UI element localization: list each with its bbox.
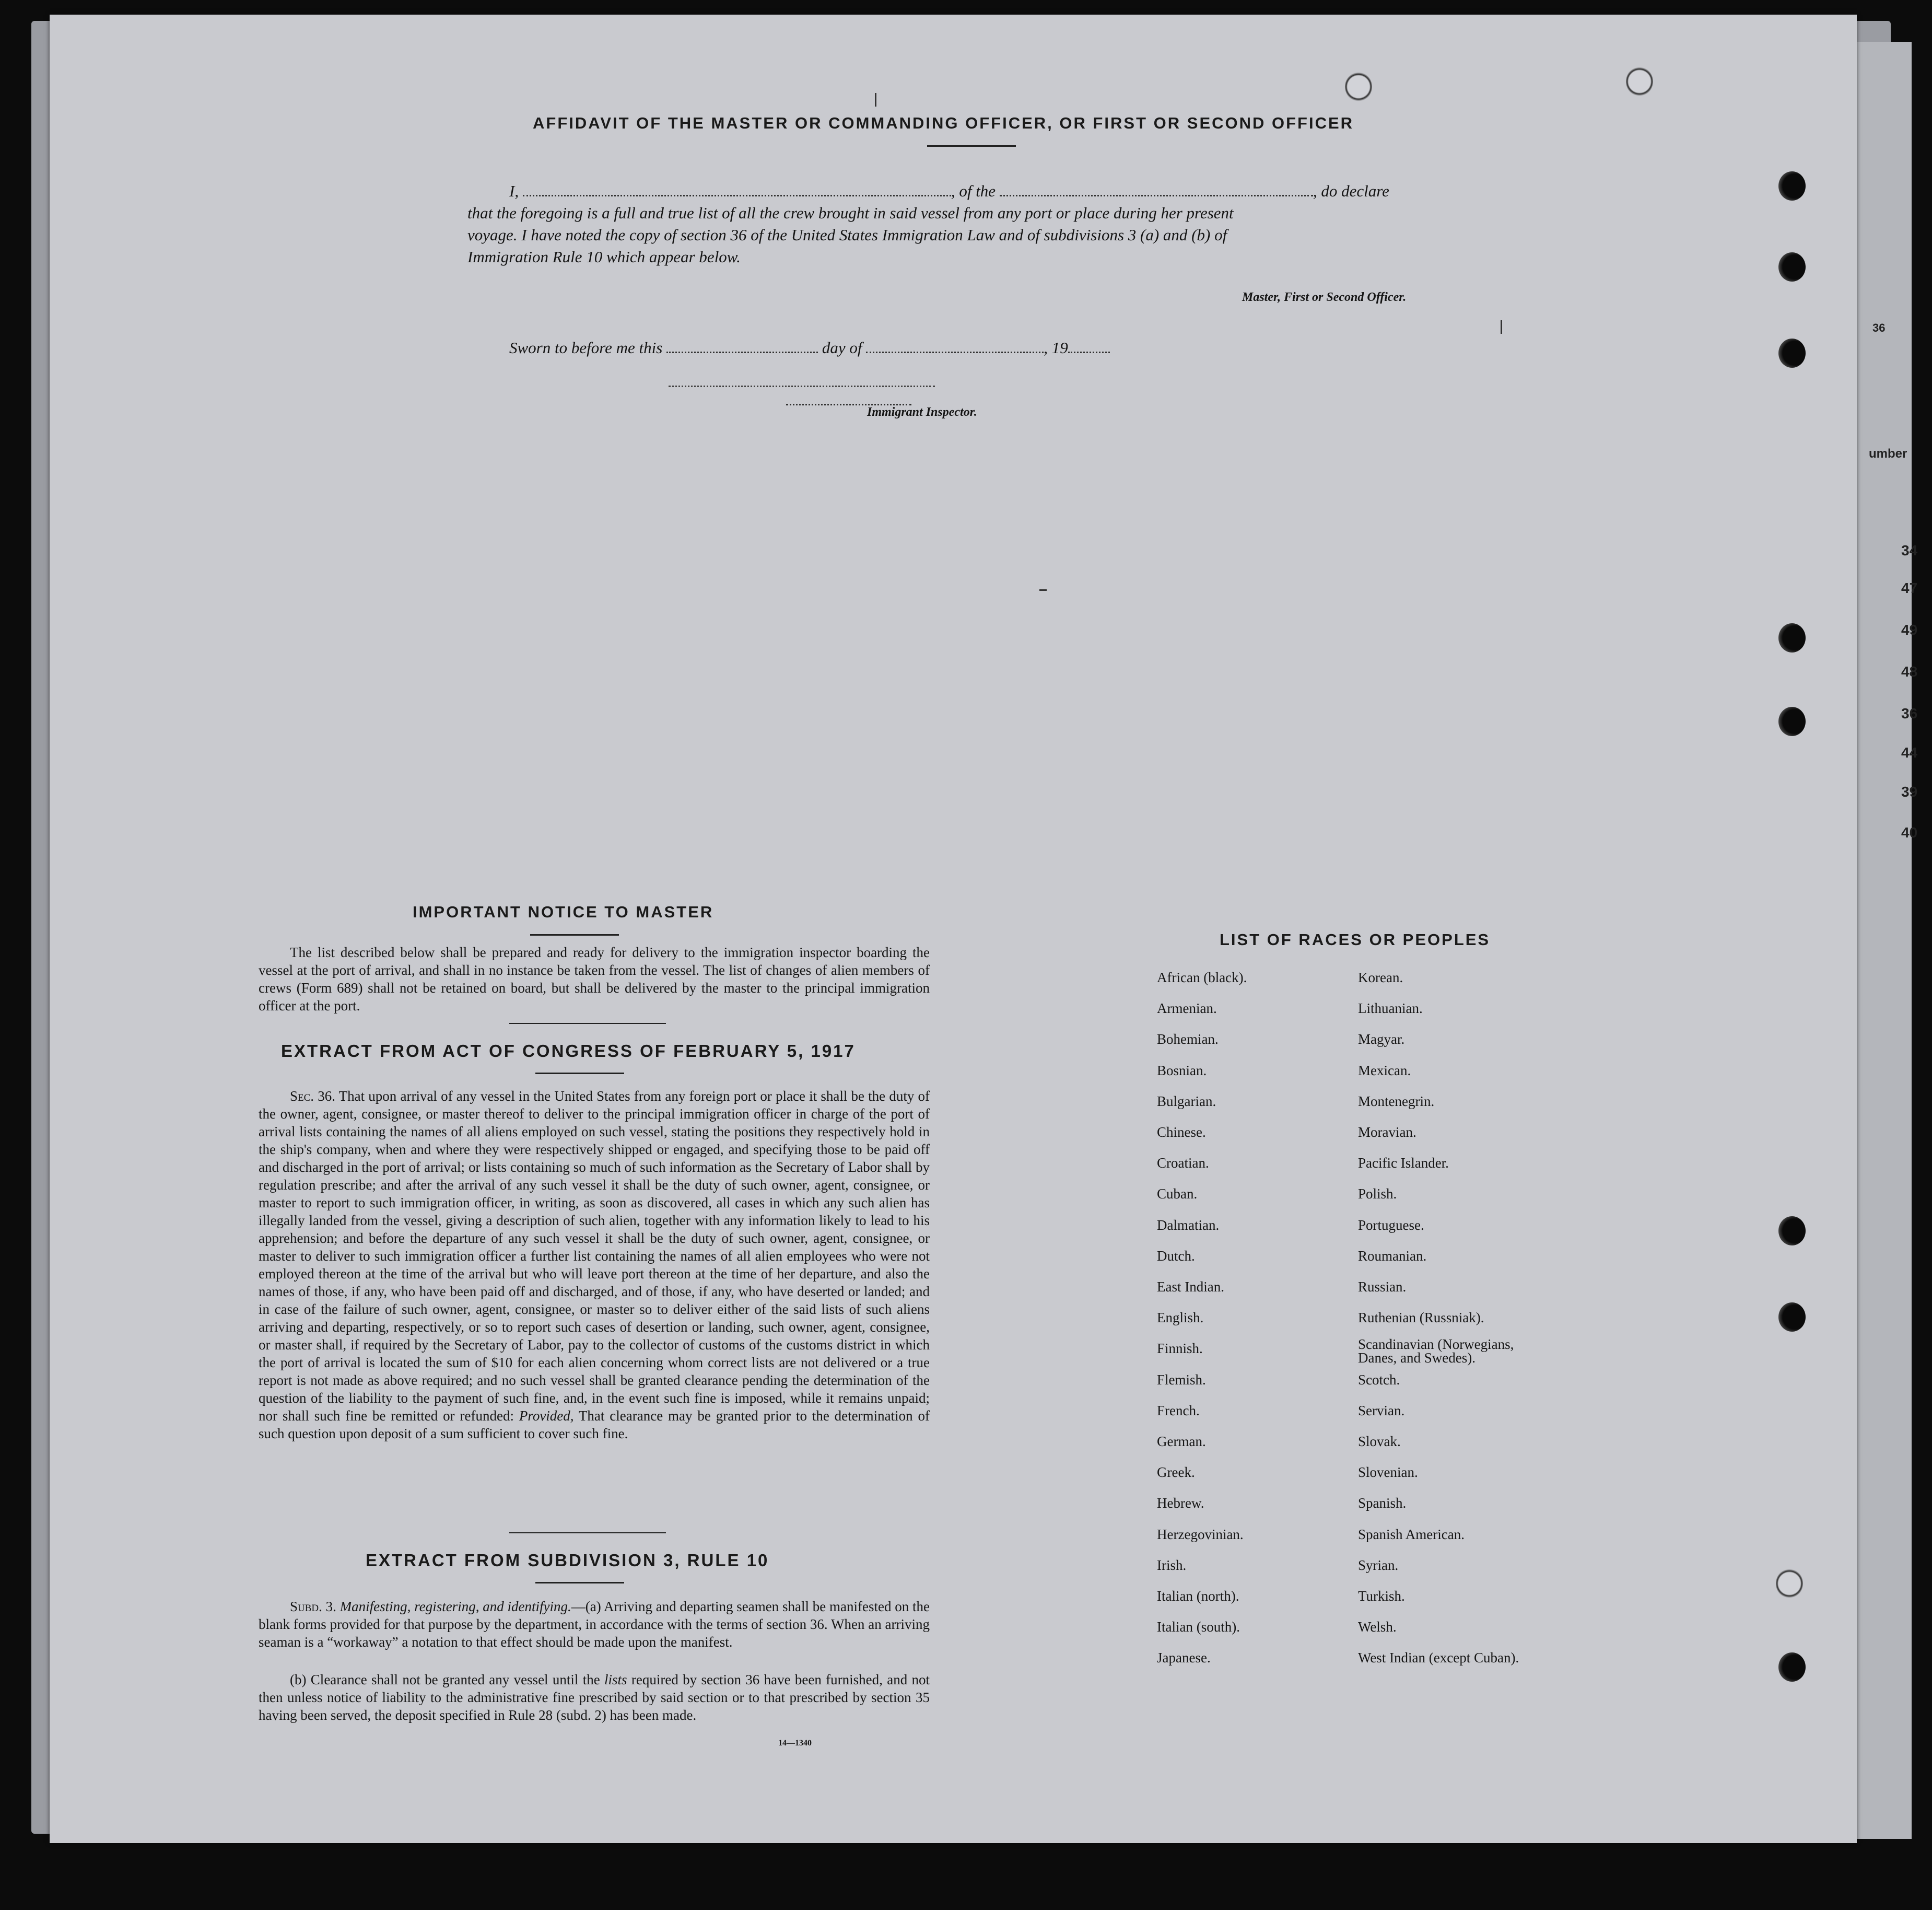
- name-blank[interactable]: [523, 195, 951, 196]
- rule-para-b-end: required by section 36 have been furnished, and not then unless notice of liability to the administrative fine prescribed by said section or to that prescribed by section 35 having been served, the deposit specified in Rule 28 (subd. 2) has been made.: [259, 1672, 930, 1723]
- races-title: LIST OF RACES OR PEOPLES: [1220, 930, 1491, 949]
- rule-underline: [535, 1582, 624, 1583]
- race-item: Scandinavian (Norwegians, Danes, and Swedes).: [1358, 1336, 1514, 1366]
- month-blank[interactable]: [866, 352, 1044, 353]
- rule-subd-label: Subd. 3.: [290, 1599, 336, 1614]
- stray-mark: [875, 93, 876, 107]
- race-item: Syrian.: [1358, 1557, 1399, 1573]
- margin-number: 40: [1901, 824, 1918, 841]
- race-item: Finnish.: [1157, 1341, 1203, 1357]
- race-item: Scotch.: [1358, 1371, 1400, 1388]
- race-item: Dutch.: [1157, 1248, 1195, 1264]
- notice-text: The list described below shall be prepared and ready for delivery to the immigration inspector boarding the vessel at the port of arrival, and shall in no instance be taken from the vessel. The list of changes of alien members of crews (Form 689) shall not be retained on board, but shall be delivered by the master to the principal immigration officer at the port.: [259, 945, 930, 1014]
- margin-number: 47: [1901, 580, 1918, 596]
- document-page: [50, 15, 1857, 1843]
- vessel-blank[interactable]: [1000, 195, 1313, 196]
- race-item: Spanish.: [1358, 1495, 1407, 1511]
- act-body-end: That clearance may be granted prior to the determination of such question upon deposit of a sum sufficient to cover such fine.: [259, 1408, 930, 1441]
- race-item: Flemish.: [1157, 1371, 1206, 1388]
- race-item: Ruthenian (Russniak).: [1358, 1310, 1484, 1326]
- rule-para-b: [259, 1671, 930, 1724]
- punch-hole: [1776, 1569, 1803, 1598]
- sworn-line: [509, 339, 1110, 357]
- race-item: Irish.: [1157, 1557, 1187, 1573]
- race-item: Japanese.: [1157, 1650, 1211, 1666]
- margin-number: 36: [1901, 705, 1918, 721]
- notice-divider: [509, 1023, 666, 1024]
- race-item: Mexican.: [1358, 1062, 1411, 1078]
- act-divider: [509, 1532, 666, 1533]
- race-item: African (black).: [1157, 970, 1247, 985]
- race-item: Russian.: [1358, 1279, 1407, 1295]
- stray-mark: [1039, 589, 1047, 591]
- race-item: Cuban.: [1157, 1186, 1198, 1202]
- race-item: Croatian.: [1157, 1155, 1209, 1171]
- form-number: 14—1340: [778, 1739, 812, 1748]
- margin-number: 49: [1901, 622, 1918, 638]
- punch-hole: [1778, 1216, 1806, 1245]
- race-item: Welsh.: [1358, 1619, 1397, 1635]
- act-title: EXTRACT FROM ACT OF CONGRESS OF FEBRUARY 5, 1917: [281, 1041, 856, 1061]
- notice-underline: [530, 934, 619, 936]
- punch-hole: [1626, 67, 1653, 96]
- race-item: Bulgarian.: [1157, 1093, 1216, 1109]
- stray-mark: [1501, 320, 1502, 334]
- affidavit-of-the: , of the: [951, 182, 996, 200]
- margin-number: 48: [1901, 663, 1918, 680]
- margin-number: 39: [1901, 784, 1918, 800]
- punch-hole: [1778, 339, 1806, 368]
- affidavit-declare: , do declare: [1313, 182, 1389, 200]
- race-item: Pacific Islander.: [1358, 1155, 1449, 1171]
- day-of-text: day of: [822, 339, 862, 357]
- signature-label: Master, First or Second Officer.: [1242, 290, 1407, 304]
- race-item: Herzegovinian.: [1157, 1526, 1244, 1542]
- title-underline: [927, 145, 1016, 147]
- race-item: Turkish.: [1358, 1588, 1405, 1604]
- race-item: Magyar.: [1358, 1031, 1405, 1047]
- affidavit-line-4: Immigration Rule 10 which appear below.: [467, 248, 741, 266]
- inspector-label: Immigrant Inspector.: [867, 405, 977, 419]
- affidavit-line-3: voyage. I have noted the copy of section 36 of the United States Immigration Law and of subdivisions 3 (a) and (b) of: [467, 226, 1227, 244]
- act-underline: [535, 1073, 624, 1074]
- year-text: , 19: [1044, 339, 1068, 357]
- race-item: Korean.: [1358, 970, 1403, 985]
- race-item: Roumanian.: [1358, 1248, 1427, 1264]
- race-item: Hebrew.: [1157, 1495, 1204, 1511]
- affidavit-title: AFFIDAVIT OF THE MASTER OR COMMANDING OFFICER, OR FIRST OR SECOND OFFICER: [533, 114, 1354, 132]
- race-item: Polish.: [1358, 1186, 1397, 1202]
- rule-title: EXTRACT FROM SUBDIVISION 3, RULE 10: [366, 1551, 769, 1570]
- affidavit-line-2: that the foregoing is a full and true list of all the crew brought in said vessel from any port or place during her present: [467, 204, 1234, 222]
- race-item: Italian (north).: [1157, 1588, 1239, 1604]
- race-item: Greek.: [1157, 1464, 1195, 1481]
- race-item: Bohemian.: [1157, 1031, 1219, 1047]
- race-item: Servian.: [1358, 1402, 1405, 1418]
- race-item: Italian (south).: [1157, 1619, 1240, 1635]
- race-item: Portuguese.: [1358, 1217, 1424, 1233]
- act-section-label: Sec. 36.: [290, 1088, 335, 1104]
- race-item: Montenegrin.: [1358, 1093, 1435, 1109]
- margin-label: umber: [1869, 447, 1907, 461]
- act-provided: Provided,: [519, 1408, 574, 1424]
- race-item: Chinese.: [1157, 1124, 1206, 1140]
- margin-number: 34: [1901, 542, 1918, 558]
- race-item: East Indian.: [1157, 1279, 1224, 1295]
- race-item: English.: [1157, 1310, 1204, 1326]
- punch-hole: [1778, 1302, 1806, 1332]
- sworn-text: Sworn to before me this: [509, 339, 663, 357]
- inspector-signature-blank[interactable]: [669, 386, 935, 387]
- race-item: French.: [1157, 1402, 1200, 1418]
- punch-hole: [1778, 252, 1806, 282]
- race-item: Slovak.: [1358, 1434, 1401, 1449]
- rule-para-a-text: —(a) Arriving and departing seamen shall be manifested on the blank forms provided for that purpose by the department, in accordance with the terms of section 36. When an arriving seaman is a “workaway” a notation to that effect should be made upon the manifest.: [259, 1599, 930, 1650]
- punch-hole: [1778, 171, 1806, 201]
- notice-title: IMPORTANT NOTICE TO MASTER: [413, 903, 714, 921]
- race-item: Armenian.: [1157, 1000, 1217, 1017]
- punch-hole: [1345, 72, 1372, 101]
- margin-number: 44: [1901, 744, 1918, 761]
- race-item: Moravian.: [1358, 1124, 1416, 1140]
- race-item: Slovenian.: [1358, 1464, 1418, 1481]
- act-body: That upon arrival of any vessel in the United States from any foreign port or place it shall be the duty of the owner, agent, consignee, or master thereof to deliver to the principal immigration officer in charge of the port of arrival lists containing the names of all aliens employed on such vessel, stating the positions they respectively hold in the ship's company, when and where they were respectively shipped or engaged, and specifying those to be paid off and discharged in the port of arrival; or lists containing so much of such information as the Secretary of Labor shall by regulation prescribe; and after the arrival of any such vessel it shall be the duty of such owner, agent, consignee, or master to report to such immigration officer, in writing, as soon as discovered, all cases in which any such alien has illegally landed from the vessel, giving a description of such alien, together with any information likely to lead to his apprehension; and before the departure of any such vessel it shall be the duty of such owner, agent, consignee, or master to deliver to such immigration officer a further list containing the names of all alien employees who were not employed thereon at the time of the arrival but who will leave port thereon at the time of her departure, and also the names of those, if any, who have been paid off and discharged, and of those, if any, who have deserted or landed; and in case of the failure of such owner, agent, consignee, or master so to deliver either of the said lists of such aliens arriving and departing, respectively, or so to report such cases of desertion or landing, such owner, agent, consignee, or master shall, if required by the Secretary of Labor, pay to the collector of customs of the customs district in which the port of arrival is located the sum of $10 for each alien concerning whom correct lists are not delivered or a true report is not made as above required; and no such vessel shall be granted clearance pending the determination of the question of the liability to the payment of such fine, and, in the event such fine is imposed, while it remains unpaid; nor shall such fine be remitted or refunded:: [259, 1088, 930, 1424]
- race-item: West Indian (except Cuban).: [1358, 1650, 1519, 1666]
- rule-para-b-start: (b) Clearance shall not be granted any vessel until the: [290, 1672, 600, 1687]
- punch-hole: [1778, 707, 1806, 736]
- rule-para-b-lists: lists: [604, 1672, 627, 1687]
- rule-para-a: [259, 1598, 930, 1651]
- race-item: Bosnian.: [1157, 1062, 1207, 1078]
- punch-hole: [1778, 623, 1806, 653]
- punch-hole: [1778, 1652, 1806, 1682]
- year-blank[interactable]: [1068, 352, 1110, 353]
- race-item: Spanish American.: [1358, 1526, 1465, 1542]
- race-item: Dalmatian.: [1157, 1217, 1220, 1233]
- race-item: Lithuanian.: [1358, 1000, 1423, 1017]
- rule-subd-heading: Manifesting, registering, and identifying.: [339, 1599, 571, 1614]
- race-item: German.: [1157, 1434, 1206, 1449]
- margin-column-number: 36: [1872, 321, 1886, 334]
- affidavit-line-1: [509, 182, 1389, 201]
- day-blank[interactable]: [666, 352, 818, 353]
- affidavit-i: I,: [509, 182, 519, 200]
- act-text: [259, 1087, 930, 1442]
